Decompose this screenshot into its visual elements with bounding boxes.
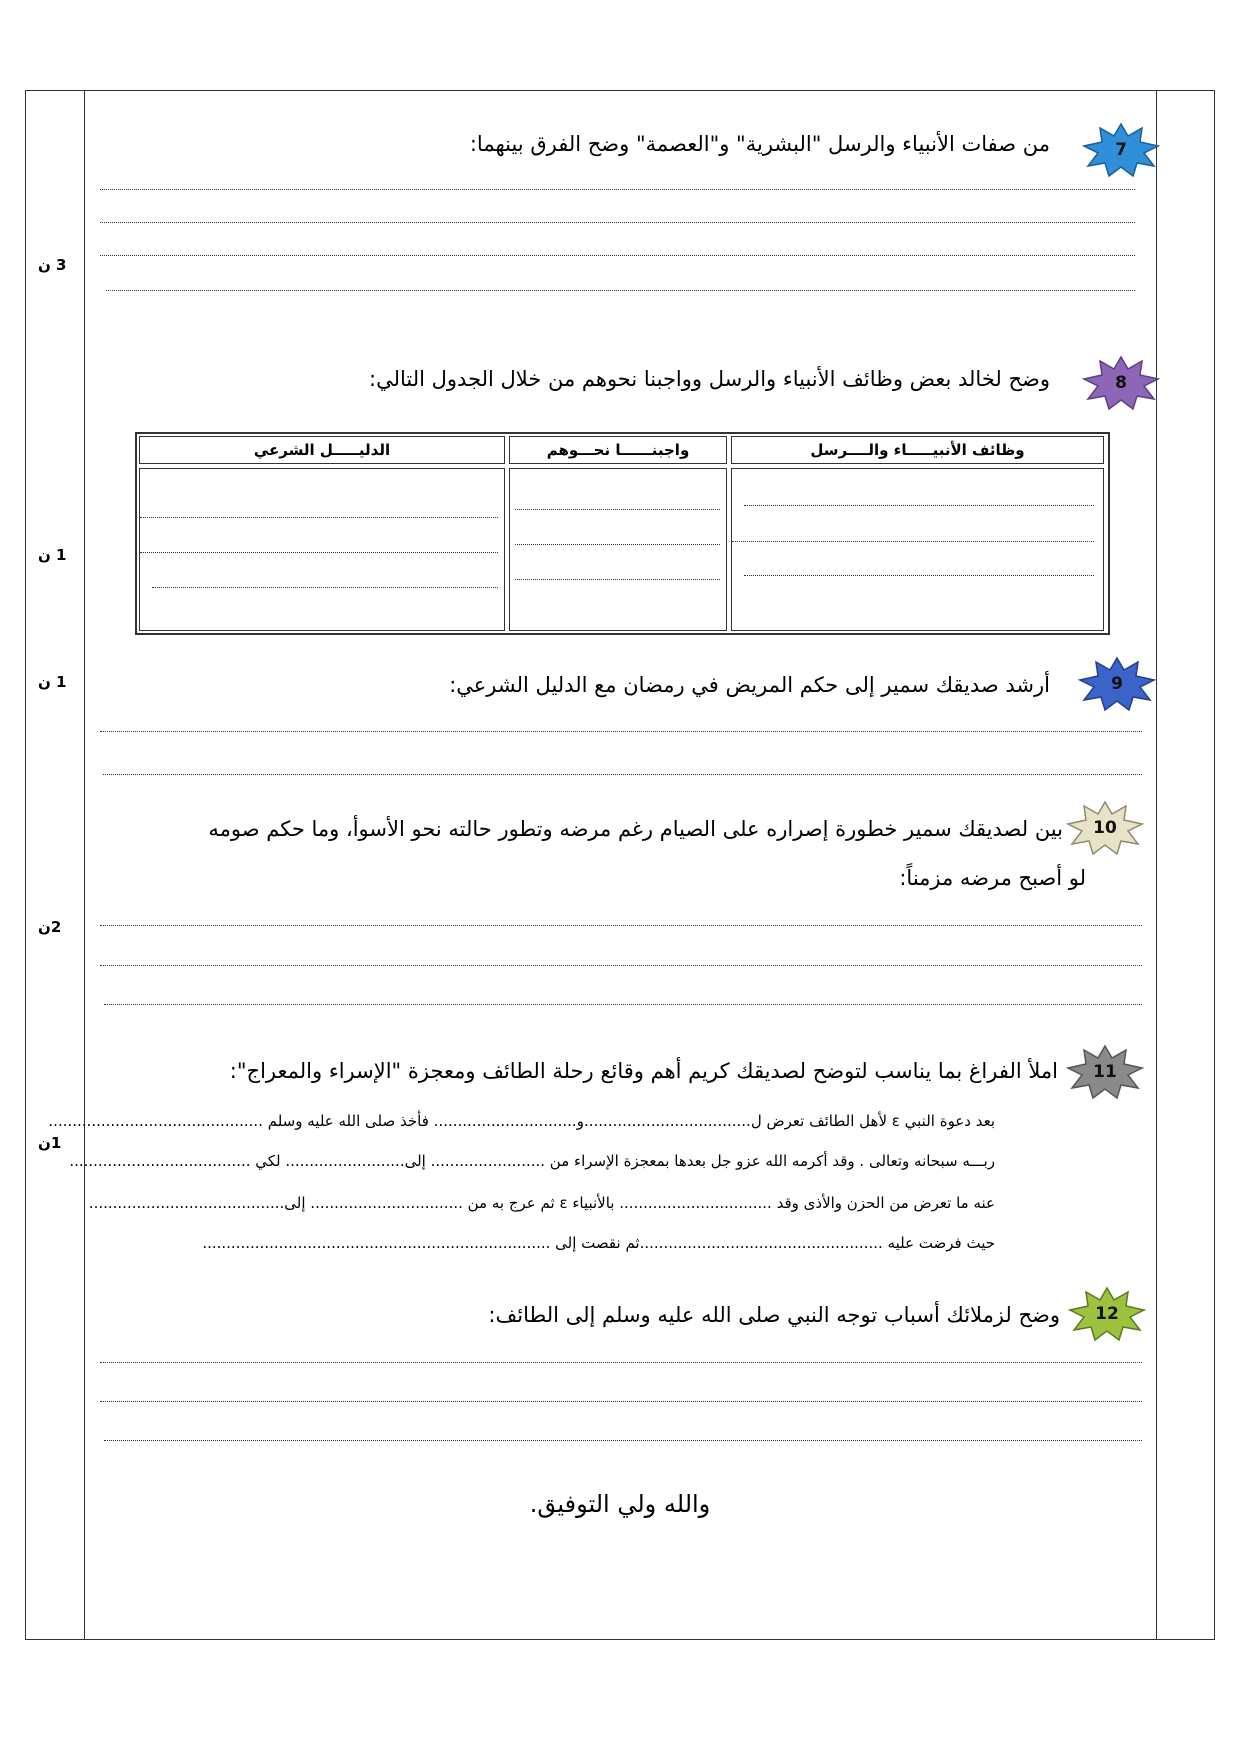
closing-text: والله ولي التوفيق.	[529, 1490, 711, 1518]
answer-line[interactable]	[104, 1440, 1142, 1441]
answer-line[interactable]	[732, 541, 1094, 542]
answer-line[interactable]	[106, 290, 1135, 291]
question-9-text: أرشد صديقك سمير إلى حكم المريض في رمضان مع الدليل الشرعي:	[449, 673, 1050, 697]
answer-line[interactable]	[744, 575, 1094, 576]
fill-in-line-4[interactable]: حيث فرضت عليه ...................................................ثم نقصت إلى .........................................................................	[202, 1234, 995, 1252]
table-header-evidence: الدليـــــل الشرعي	[139, 436, 505, 464]
question-number-badge-9	[1078, 656, 1156, 712]
mark-q8: 1 ن	[38, 546, 67, 564]
question-number: 7	[1115, 140, 1127, 160]
answer-line[interactable]	[515, 544, 720, 545]
page-frame	[25, 90, 1215, 1640]
question-11-text: املأ الفراغ بما يناسب لتوضح لصديقك كريم أهم وقائع رحلة الطائف ومعجزة "الإسراء والمعراج":	[229, 1059, 1058, 1083]
question-10-text-line2: لو أصبح مرضه مزمناً:	[899, 866, 1086, 890]
question-number: 9	[1111, 674, 1123, 694]
mark-q7: 3 ن	[38, 256, 67, 274]
question-number: 12	[1095, 1304, 1119, 1324]
answer-line[interactable]	[100, 255, 1135, 256]
answer-line[interactable]	[100, 1401, 1142, 1402]
margin-divider-left	[84, 90, 85, 1640]
question-10-text-line1: بين لصديقك سمير خطورة إصراره على الصيام رغم مرضه وتطور حالته نحو الأسوأ، وما حكم صومه	[208, 817, 1063, 841]
question-number: 11	[1093, 1062, 1117, 1082]
fill-in-line-1[interactable]: بعد دعوة النبي ε لأهل الطائف تعرض ل...................................و.............................. فأخذ صلى الله عليه وسلم .............................................	[48, 1112, 995, 1130]
question-number-badge-11	[1066, 1044, 1144, 1100]
question-number: 8	[1115, 373, 1127, 393]
fill-in-line-3[interactable]: عنه ما تعرض من الحزن والأذى وقد ................................ بالأنبياء ε ثم عرج به من ................................ إلى.........................................	[88, 1194, 995, 1212]
table-cell-duty[interactable]	[509, 468, 727, 631]
mark-q9: 1 ن	[38, 673, 67, 691]
question-7-text: من صفات الأنبياء والرسل "البشرية" و"العصمة" وضح الفرق بينهما:	[469, 132, 1050, 156]
table-cell-evidence[interactable]	[139, 468, 505, 631]
answer-line[interactable]	[100, 189, 1135, 190]
table-cell-functions[interactable]	[731, 468, 1104, 631]
answer-line[interactable]	[515, 509, 720, 510]
answer-line[interactable]	[100, 1362, 1142, 1363]
answer-line[interactable]	[140, 552, 498, 553]
answer-line[interactable]	[152, 587, 498, 588]
question-12-text: وضح لزملائك أسباب توجه النبي صلى الله عليه وسلم إلى الطائف:	[488, 1303, 1060, 1327]
mark-q10: 2ن	[38, 918, 62, 936]
table-header-duty: واجبنــــــا نحـــوهم	[509, 436, 727, 464]
answer-line[interactable]	[103, 774, 1142, 775]
answer-line[interactable]	[104, 1004, 1142, 1005]
margin-divider-right	[1156, 90, 1157, 1640]
answer-line[interactable]	[100, 222, 1135, 223]
question-number: 10	[1093, 818, 1117, 838]
answer-line[interactable]	[140, 517, 498, 518]
mark-q11: 1ن	[38, 1134, 62, 1152]
answer-line[interactable]	[100, 731, 1142, 732]
question-number-badge-7	[1082, 122, 1160, 178]
question-number-badge-10	[1066, 800, 1144, 856]
table-header-functions: وظائف الأنبيـــــاء والــــرسل	[731, 436, 1104, 464]
question-number-badge-12	[1068, 1286, 1146, 1342]
question-number-badge-8	[1082, 355, 1160, 411]
answer-line[interactable]	[100, 965, 1142, 966]
answer-line[interactable]	[515, 579, 720, 580]
fill-in-line-2[interactable]: ربـــه سبحانه وتعالى . وقد أكرمه الله عزو جل بعدها بمعجزة الإسراء من ........................ إلى......................... لكي ......................................	[69, 1152, 995, 1170]
answer-line[interactable]	[744, 505, 1094, 506]
question-8-text: وضح لخالد بعض وظائف الأنبياء والرسل وواجبنا نحوهم من خلال الجدول التالي:	[369, 367, 1050, 391]
functions-table	[135, 432, 1110, 635]
answer-line[interactable]	[100, 925, 1142, 926]
